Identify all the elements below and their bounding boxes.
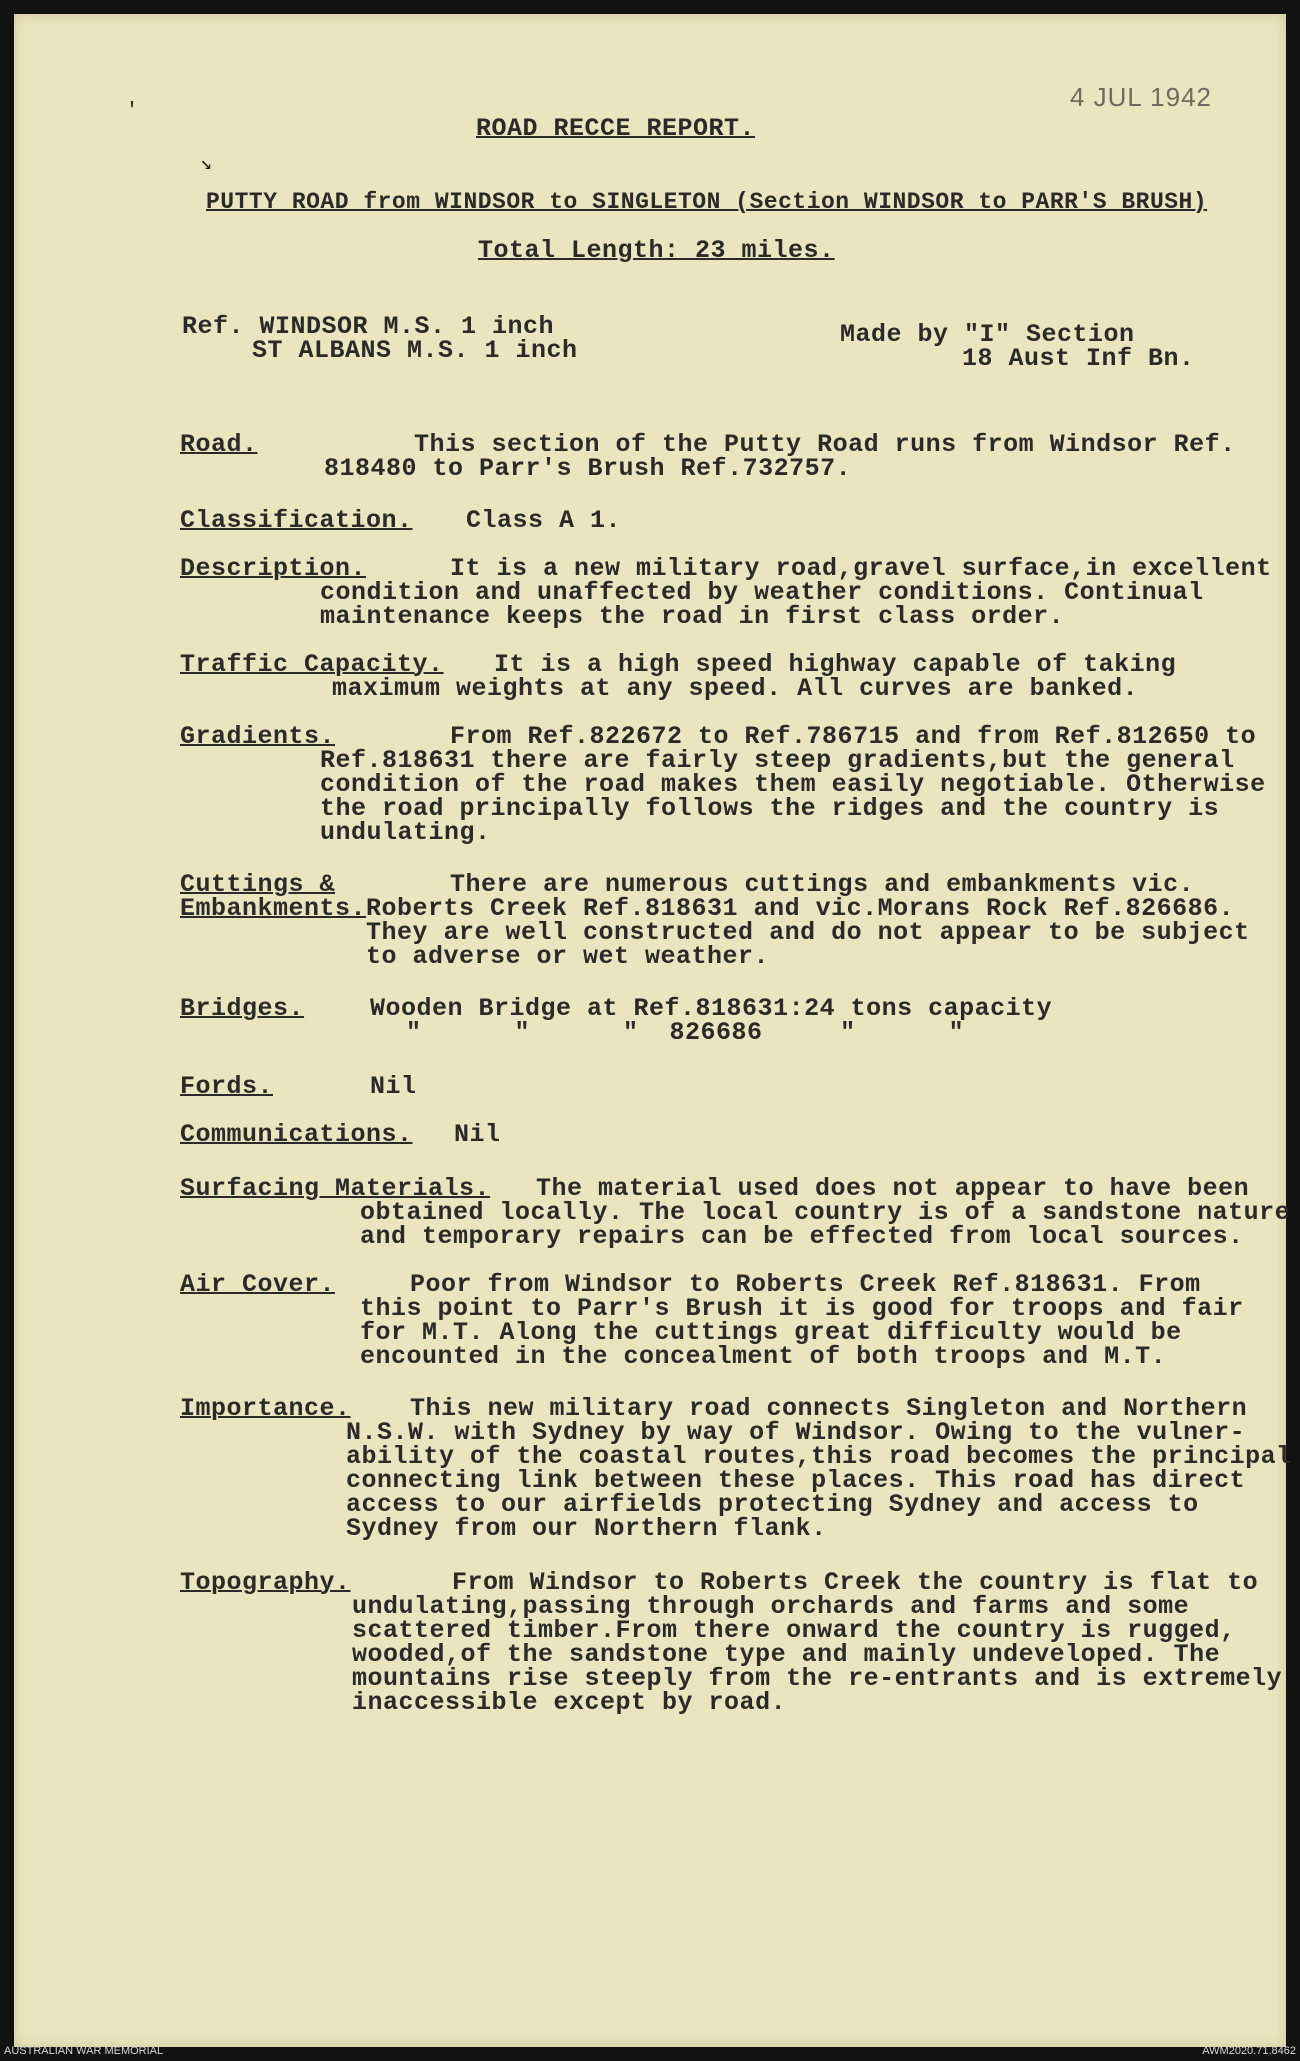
total-length: Total Length: 23 miles.: [478, 236, 835, 265]
report-title: ROAD RECCE REPORT.: [476, 114, 756, 143]
section-line: maintenance keeps the road in first class order.: [320, 602, 1065, 631]
made-by-line-2: 18 Aust Inf Bn.: [962, 344, 1195, 373]
section-line: Wooden Bridge at Ref.818631:24 tons capacity: [370, 994, 1053, 1023]
section-line: to adverse or wet weather.: [366, 942, 770, 971]
ref-line-1: Ref. WINDSOR M.S. 1 inch: [182, 312, 555, 341]
section-line: From Windsor to Roberts Creek the country is flat to: [452, 1568, 1259, 1597]
section-line: It is a high speed highway capable of taking: [494, 650, 1177, 679]
section-label-topography: Topography.: [180, 1568, 351, 1597]
section-label-fords: Fords.: [180, 1072, 274, 1101]
section-line: Sydney from our Northern flank.: [346, 1514, 827, 1543]
section-line: condition and unaffected by weather conditions. Continual: [320, 578, 1204, 607]
section-line: encounted in the concealment of both troops and M.T.: [360, 1342, 1167, 1371]
section-label-description: Description.: [180, 554, 367, 583]
section-line: the road principally follows the ridges and the country is: [320, 794, 1220, 823]
section-label-classification: Classification.: [180, 506, 413, 535]
section-line: Nil: [454, 1120, 501, 1149]
section-line: There are numerous cuttings and embankments vic.: [450, 870, 1195, 899]
section-line: Ref.818631 there are fairly steep gradients,but the general: [320, 746, 1235, 775]
section-line: for M.T. Along the cuttings great difficulty would be: [360, 1318, 1182, 1347]
section-line: N.S.W. with Sydney by way of Windsor. Owing to the vulner-: [346, 1418, 1246, 1447]
section-label-surfacing: Surfacing Materials.: [180, 1174, 491, 1203]
report-subtitle: PUTTY ROAD from WINDSOR to SINGLETON (Section WINDSOR to PARR'S BRUSH): [206, 189, 1208, 215]
section-line: access to our airfields protecting Sydney and access to: [346, 1490, 1199, 1519]
section-line: mountains rise steeply from the re-entrants and is extremely: [352, 1664, 1283, 1693]
section-label-cuttings: Cuttings &: [180, 870, 336, 899]
section-line: " " " 826686 " ": [406, 1018, 965, 1047]
footer-institution: AUSTRALIAN WAR MEMORIAL: [4, 2045, 164, 2057]
pencil-mark: ': [126, 100, 139, 123]
section-line: and temporary repairs can be effected from local sources.: [360, 1222, 1244, 1251]
section-label-traffic-capacity: Traffic Capacity.: [180, 650, 444, 679]
pencil-mark: ↘: [200, 153, 213, 176]
ref-line-2: ST ALBANS M.S. 1 inch: [252, 336, 578, 365]
section-line: inaccessible except by road.: [352, 1688, 787, 1717]
section-line: Class A 1.: [466, 506, 622, 535]
section-line: this point to Parr's Brush it is good for troops and fair: [360, 1294, 1244, 1323]
footer-accession-id: AWM2020.71.8462: [1202, 2045, 1296, 2057]
section-line: scattered timber.From there onward the country is rugged,: [352, 1616, 1236, 1645]
section-line: wooded,of the sandstone type and mainly undeveloped. The: [352, 1640, 1221, 1669]
section-line: This section of the Putty Road runs from Windsor Ref.: [414, 430, 1236, 459]
section-line: The material used does not appear to have been: [536, 1174, 1250, 1203]
section-line: connecting link between these places. This road has direct: [346, 1466, 1246, 1495]
section-label-bridges: Bridges.: [180, 994, 305, 1023]
section-line: maximum weights at any speed. All curves are banked.: [332, 674, 1139, 703]
section-line: 818480 to Parr's Brush Ref.732757.: [324, 454, 852, 483]
section-line: From Ref.822672 to Ref.786715 and from Ref.812650 to: [450, 722, 1257, 751]
section-line: condition of the road makes them easily negotiable. Otherwise: [320, 770, 1266, 799]
section-line: Nil: [370, 1072, 417, 1101]
date-stamp: 4 JUL 1942: [1069, 82, 1212, 112]
section-line: It is a new military road,gravel surface,in excellent: [450, 554, 1272, 583]
section-label-road: Road.: [180, 430, 258, 459]
section-line: They are well constructed and do not appear to be subject: [366, 918, 1250, 947]
section-line: Poor from Windsor to Roberts Creek Ref.818631. From: [410, 1270, 1201, 1299]
section-line: ability of the coastal routes,this road becomes the principal: [346, 1442, 1292, 1471]
made-by-line-1: Made by "I" Section: [840, 320, 1135, 349]
section-label-embankments: Embankments.: [180, 894, 367, 923]
section-label-gradients: Gradients.: [180, 722, 336, 751]
section-line: obtained locally. The local country is of a sandstone nature: [360, 1198, 1291, 1227]
section-label-air-cover: Air Cover.: [180, 1270, 336, 1299]
section-label-importance: Importance.: [180, 1394, 351, 1423]
section-line: undulating.: [320, 818, 491, 847]
document-page: [14, 14, 1292, 2047]
section-line: Roberts Creek Ref.818631 and vic.Morans Rock Ref.826686.: [366, 894, 1235, 923]
section-line: This new military road connects Singleton and Northern: [410, 1394, 1248, 1423]
section-line: undulating,passing through orchards and farms and some: [352, 1592, 1190, 1621]
section-label-communications: Communications.: [180, 1120, 413, 1149]
